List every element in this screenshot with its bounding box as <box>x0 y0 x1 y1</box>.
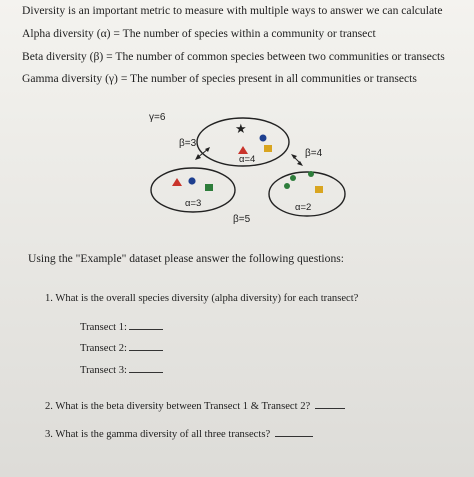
alpha-right-label: α=2 <box>295 202 312 213</box>
beta-right-label: β=4 <box>305 148 323 159</box>
beta-bottom-label: β=5 <box>233 214 251 225</box>
question-3-text: 3. What is the gamma diversity of all three transects? <box>45 429 271 440</box>
arrow-head-icon <box>291 154 297 159</box>
circle-green-icon <box>284 183 290 189</box>
transect-3-answer-blank[interactable] <box>129 362 163 373</box>
square-yellow-icon <box>264 145 272 152</box>
arrow-head-icon <box>297 161 303 166</box>
diversity-diagram <box>145 108 355 228</box>
alpha-definition: Alpha diversity (α) = The number of species within a community or transect <box>22 27 376 40</box>
transect-1-label: Transect 1: <box>80 322 127 333</box>
beta-left-label: β=3 <box>179 138 197 149</box>
transect-2-row <box>80 340 163 354</box>
circle-blue-icon <box>188 177 195 184</box>
beta-definition: Beta diversity (β) = The number of common species between two communities or transects <box>22 50 445 63</box>
question-1 <box>45 293 358 304</box>
questions-intro: Using the "Example" dataset please answer the following questions: <box>28 252 344 265</box>
gamma-definition: Gamma diversity (γ) = The number of species present in all communities or transects <box>22 72 417 85</box>
circle-blue-icon <box>260 135 267 142</box>
definitions-intro: Diversity is an important metric to measure with multiple ways to answer we can calculate <box>22 4 443 17</box>
transect-3-row <box>80 362 163 376</box>
transect-1-answer-blank[interactable] <box>129 319 163 330</box>
transect-3-label: Transect 3: <box>80 365 127 376</box>
question-3-answer-blank[interactable] <box>275 426 313 437</box>
square-green-icon <box>205 184 213 191</box>
square-yellow-icon <box>315 186 323 193</box>
question-2 <box>45 398 345 412</box>
triangle-red-icon <box>238 146 248 154</box>
circle-green-icon <box>308 171 314 177</box>
alpha-left-label: α=3 <box>185 198 202 209</box>
question-2-answer-blank[interactable] <box>315 398 345 409</box>
gamma-label: γ=6 <box>149 112 166 123</box>
triangle-red-icon <box>172 178 182 186</box>
transect-1-row <box>80 319 163 333</box>
transect-2-label: Transect 2: <box>80 343 127 354</box>
alpha-top-label: α=4 <box>239 154 256 165</box>
circle-green-icon <box>290 175 296 181</box>
star-icon: ★ <box>235 121 247 136</box>
question-1-text: 1. What is the overall species diversity (alpha diversity) for each transect? <box>45 293 359 304</box>
question-3 <box>45 426 313 440</box>
question-2-text: 2. What is the beta diversity between Transect 1 & Transect 2? <box>45 401 311 412</box>
transect-2-answer-blank[interactable] <box>129 340 163 351</box>
